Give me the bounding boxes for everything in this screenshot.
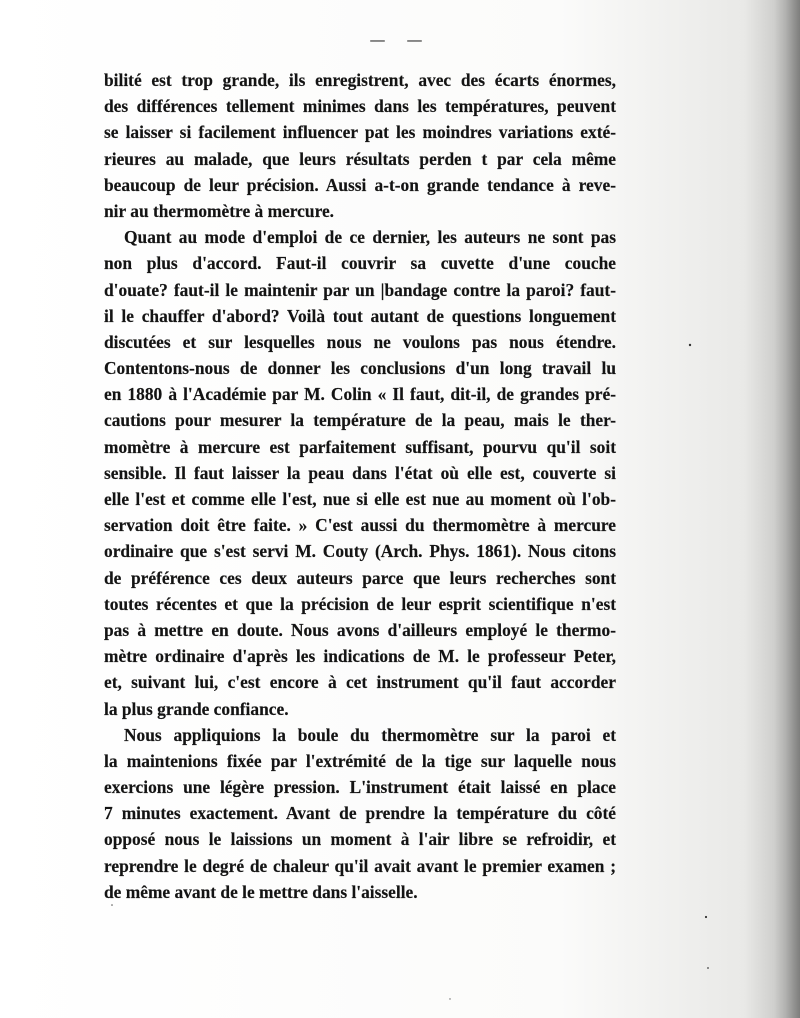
text-line: mètre ordinaire d'après les indications de M. le professeur Peter, [104,646,616,667]
text-line: bilité est trop grande, ils enregistrent, avec des écarts énormes, [104,70,616,90]
page-number-marker: — — [369,30,431,49]
text-line: de préférence ces deux auteurs parce que leurs recherches sont [104,567,616,588]
text-line: des différences tellement minimes dans les températures, peuvent [104,96,616,117]
text-line: 7 minutes exactement. Avant de prendre la température du côté [104,803,616,824]
body-text [104,67,616,905]
text-line: d'ouate? faut-il le maintenir par un |bandage contre la paroi? faut- [104,279,616,300]
text-line: se laisser si facilement influencer pat les moindres variations exté- [104,122,616,143]
text-line: reprendre le degré de chaleur qu'il avait avant le premier examen ; [104,855,616,876]
text-line: la maintenions fixée par l'extrémité de la tige sur laquelle nous [104,750,616,771]
text-line: elle l'est et comme elle l'est, nue si elle est nue au moment où l'ob- [104,489,616,509]
text-line: nir au thermomètre à mercure. [104,200,335,221]
text-line: il le chauffer d'abord? Voilà tout autant de questions longuement [104,305,616,326]
text-line: en 1880 à l'Académie par M. Colin « Il faut, dit-il, de grandes pré- [104,384,616,405]
text-line: rieures au malade, que leurs résultats perden t par cela même [104,148,616,169]
text-line: Contentons-nous de donner les conclusions d'un long travail lu [104,358,616,379]
page-edge-shadow [774,0,800,1018]
text-line: servation doit être faite. » C'est aussi du thermomètre à mercure [104,515,616,536]
text-line: pas à mettre en doute. Nous avons d'ailleurs employé le thermo- [104,619,616,640]
text-line: beaucoup de leur précision. Aussi a-t-on grande tendance à reve- [104,174,616,195]
text-line: Quant au mode d'emploi de ce dernier, les auteurs ne sont pas [124,227,616,248]
text-line: momètre à mercure est parfaitement suffisant, pourvu qu'il soit [104,436,616,457]
text-line: opposé nous le laissions un moment à l'air libre se refroidir, et [104,829,616,850]
text-line: cautions pour mesurer la température de la peau, mais le ther- [104,410,616,431]
text-line: exercions une légère pression. L'instrument était laissé en place [104,777,616,798]
text-line: sensible. Il faut laisser la peau dans l'état où elle est, couverte si [104,462,616,483]
text-line: Nous appliquions la boule du thermomètre sur la paroi et [124,724,616,745]
text-line: toutes récentes et que la précision de leur esprit scientifique n'est [104,593,616,614]
text-line: non plus d'accord. Faut-il couvrir sa cuvette d'une couche [104,253,616,274]
text-line: de même avant de le mettre dans l'aisselle. [104,881,418,902]
text-line: et, suivant lui, c'est encore à cet instrument qu'il faut accorder [104,672,616,693]
text-line: ordinaire que s'est servi M. Couty (Arch. Phys. 1861). Nous citons [104,541,616,562]
text-line: discutées et sur lesquelles nous ne voulons pas nous étendre. [104,331,616,352]
text-line: la plus grande confiance. [104,698,289,719]
